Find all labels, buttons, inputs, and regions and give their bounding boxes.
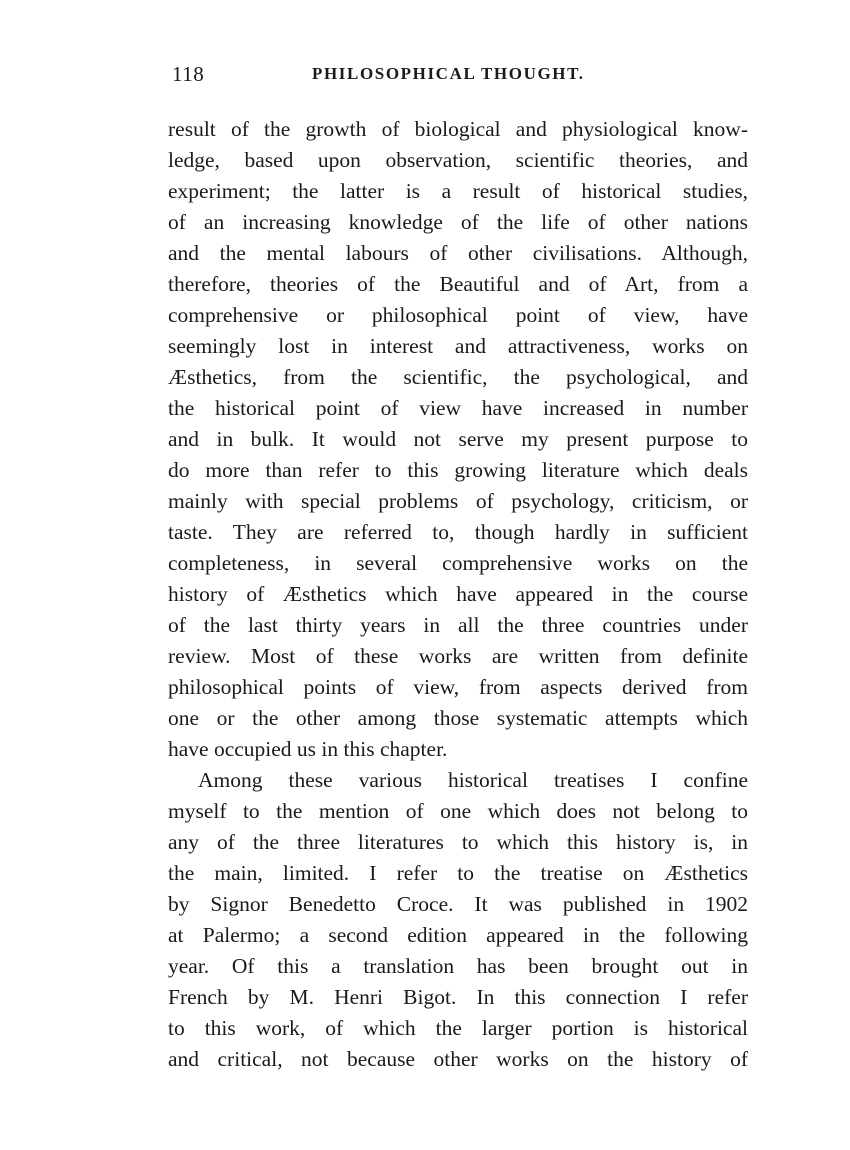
paragraph (168, 114, 748, 765)
text-line: and critical, not because other works on the history of (168, 1047, 748, 1071)
text-line: result of the growth of biological and physiological know- (168, 117, 748, 141)
text-line: any of the three literatures to which this history is, in (168, 830, 748, 854)
text-line: of the last thirty years in all the three countries under (168, 613, 748, 637)
text-line: to this work, of which the larger portion is historical (168, 1016, 748, 1040)
text-line: one or the other among those systematic attempts which (168, 706, 748, 730)
text-line: seemingly lost in interest and attractiveness, works on (168, 334, 748, 358)
text-line: myself to the mention of one which does not belong to (168, 799, 748, 823)
text-line: ledge, based upon observation, scientific theories, and (168, 148, 748, 172)
text-line: completeness, in several comprehensive works on the (168, 551, 748, 575)
page-number: 118 (172, 62, 205, 86)
text-line: history of Æsthetics which have appeared in the course (168, 582, 748, 606)
text-line: at Palermo; a second edition appeared in the following (168, 923, 748, 947)
text-line: year. Of this a translation has been brought out in (168, 954, 748, 978)
text-line: Æsthetics, from the scientific, the psychological, and (168, 365, 748, 389)
text-line: mainly with special problems of psychology, criticism, or (168, 489, 748, 513)
body-text (168, 114, 748, 1075)
running-head: PHILOSOPHICAL THOUGHT. (312, 64, 585, 83)
text-line: do more than refer to this growing literature which deals (168, 458, 748, 482)
text-line: philosophical points of view, from aspects derived from (168, 675, 748, 699)
text-line: and the mental labours of other civilisations. Although, (168, 241, 748, 265)
text-line: comprehensive or philosophical point of view, have (168, 303, 748, 327)
page-header (172, 62, 748, 92)
text-line: and in bulk. It would not serve my present purpose to (168, 427, 748, 451)
text-line: taste. They are referred to, though hardly in sufficient (168, 520, 748, 544)
text-line: the historical point of view have increased in number (168, 396, 748, 420)
paragraph (168, 765, 748, 1075)
text-line: by Signor Benedetto Croce. It was published in 1902 (168, 892, 748, 916)
text-line: therefore, theories of the Beautiful and of Art, from a (168, 272, 748, 296)
text-line: experiment; the latter is a result of historical studies, (168, 179, 748, 203)
text-line: the main, limited. I refer to the treatise on Æsthetics (168, 861, 748, 885)
text-line: French by M. Henri Bigot. In this connection I refer (168, 985, 748, 1009)
text-line: review. Most of these works are written from definite (168, 644, 748, 668)
text-line: of an increasing knowledge of the life of other nations (168, 210, 748, 234)
text-line: Among these various historical treatises I confine (198, 768, 748, 792)
text-line: have occupied us in this chapter. (168, 737, 448, 761)
